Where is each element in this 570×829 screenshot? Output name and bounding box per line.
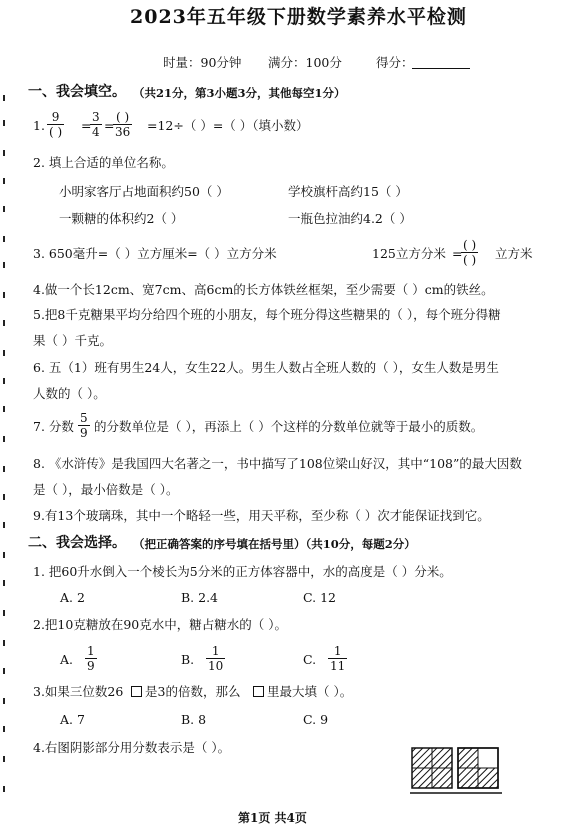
q6-text-line1: 6. 五（1）班有男生24人，女生22人。男生人数占全班人数的（ ），女生人数是男生 (33, 360, 499, 375)
s2-q3-text-mid: 是3的倍数，那么 (145, 684, 241, 699)
q9-text: 9.有13个玻璃珠，其中一个略轻一些，用天平称，至少称（ ）次才能保证找到它。 (33, 508, 490, 523)
option-label: C. (303, 652, 317, 667)
q2-item-b: 学校旗杆高约15（ ） (288, 184, 408, 199)
q5-text-line2: 果（ ）千克。 (33, 333, 112, 348)
q8-text-line2: 是（ ），最小倍数是（ ）。 (33, 482, 179, 497)
q1-fraction-1: 9 ( ) (49, 110, 63, 139)
q1-number: 1. (33, 118, 45, 133)
section1-heading: 一、我会填空。 (28, 84, 126, 100)
score-blank[interactable] (412, 68, 470, 69)
s2-q1-text: 1. 把60升水倒入一个棱长为5分米的正方体容器中，水的高度是（ ）分米。 (33, 564, 452, 579)
q3-unit: 立方米 (495, 246, 533, 261)
section2-note: （把正确答案的序号填在括号里）（共10分，每题2分） (133, 537, 416, 551)
q2-item-a: 小明家客厅占地面积约50（ ） (59, 184, 229, 199)
equals-sign: = (81, 118, 92, 133)
q2-item-d: 一瓶色拉油约4.2（ ） (288, 211, 412, 226)
q2-text: 2. 填上合适的单位名称。 (33, 155, 174, 170)
equals-sign: = (452, 246, 463, 261)
option-label: A. (60, 652, 74, 667)
q8-text-line1: 8. 《水浒传》是我国四大名著之一，书中描写了108位梁山好汉，其中“108”的最大因数 (33, 456, 522, 471)
s2-q3-option-b[interactable]: B. 8 (181, 712, 207, 727)
s2-q1-option-a[interactable]: A. 2 (60, 590, 85, 605)
s2-q3-text-pre: 3.如果三位数26 (33, 684, 124, 699)
option-fraction: 1 9 (87, 644, 95, 673)
digit-box (253, 686, 264, 697)
q2-item-c: 一颗糖的体积约2（ ） (59, 211, 184, 226)
q1-fraction-2: 3 4 (92, 110, 100, 139)
shaded-fraction-figure (410, 746, 504, 796)
q4-text: 4.做一个长12cm、宽7cm、高6cm的长方体铁丝框架，至少需要（ ）cm的铁丝。 (33, 282, 494, 297)
equals-sign: = (104, 118, 115, 133)
time-limit: 时量：90分钟 (163, 55, 242, 70)
q1-text: =12÷（ ）=（ ）（填小数） (147, 118, 309, 133)
s2-q2-text: 2.把10克糖放在90克水中，糖占糖水的（ ）。 (33, 617, 287, 632)
q1-fraction-3: ( ) 36 (115, 110, 131, 139)
section1-note: （共21分，第3小题3分，其他每空1分） (133, 86, 346, 100)
q7-text-pre: 7. 分数 (33, 419, 74, 434)
score-label: 得分： (376, 55, 414, 70)
q3-text-2: 125立方分米 (372, 246, 446, 261)
s2-q4-text: 4.右图阴影部分用分数表示是（ ）。 (33, 740, 231, 755)
q3-text: 3. 650毫升=（ ）立方厘米=（ ）立方分米 (33, 246, 277, 261)
s2-q3-text-post: 里最大填（ ）。 (267, 684, 353, 699)
option-fraction: 1 11 (330, 644, 346, 673)
section2-heading: 二、我会选择。 (28, 535, 126, 551)
s2-q3-option-c[interactable]: C. 9 (303, 712, 329, 727)
s2-q3-option-a[interactable]: A. 7 (60, 712, 85, 727)
q3-fraction: ( ) ( ) (463, 238, 477, 267)
page-title: 2023年五年级下册数学素养水平检测 (130, 6, 467, 28)
q6-text-line2: 人数的（ ）。 (33, 386, 106, 401)
s2-q1-option-b[interactable]: B. 2.4 (181, 590, 219, 605)
full-score: 满分：100分 (268, 55, 342, 70)
q7-text-post: 的分数单位是（ ），再添上（ ）个这样的分数单位就等于最小的质数。 (94, 419, 484, 434)
option-fraction: 1 10 (208, 644, 224, 673)
q7-fraction: 5 9 (80, 411, 88, 440)
digit-box (131, 686, 142, 697)
page-footer: 第1页 共4页 (238, 811, 307, 825)
option-label: B. (181, 652, 195, 667)
q5-text-line1: 5.把8千克糖果平均分给四个班的小朋友，每个班分得这些糖果的（ ），每个班分得糖 (33, 307, 501, 322)
s2-q1-option-c[interactable]: C. 12 (303, 590, 336, 605)
